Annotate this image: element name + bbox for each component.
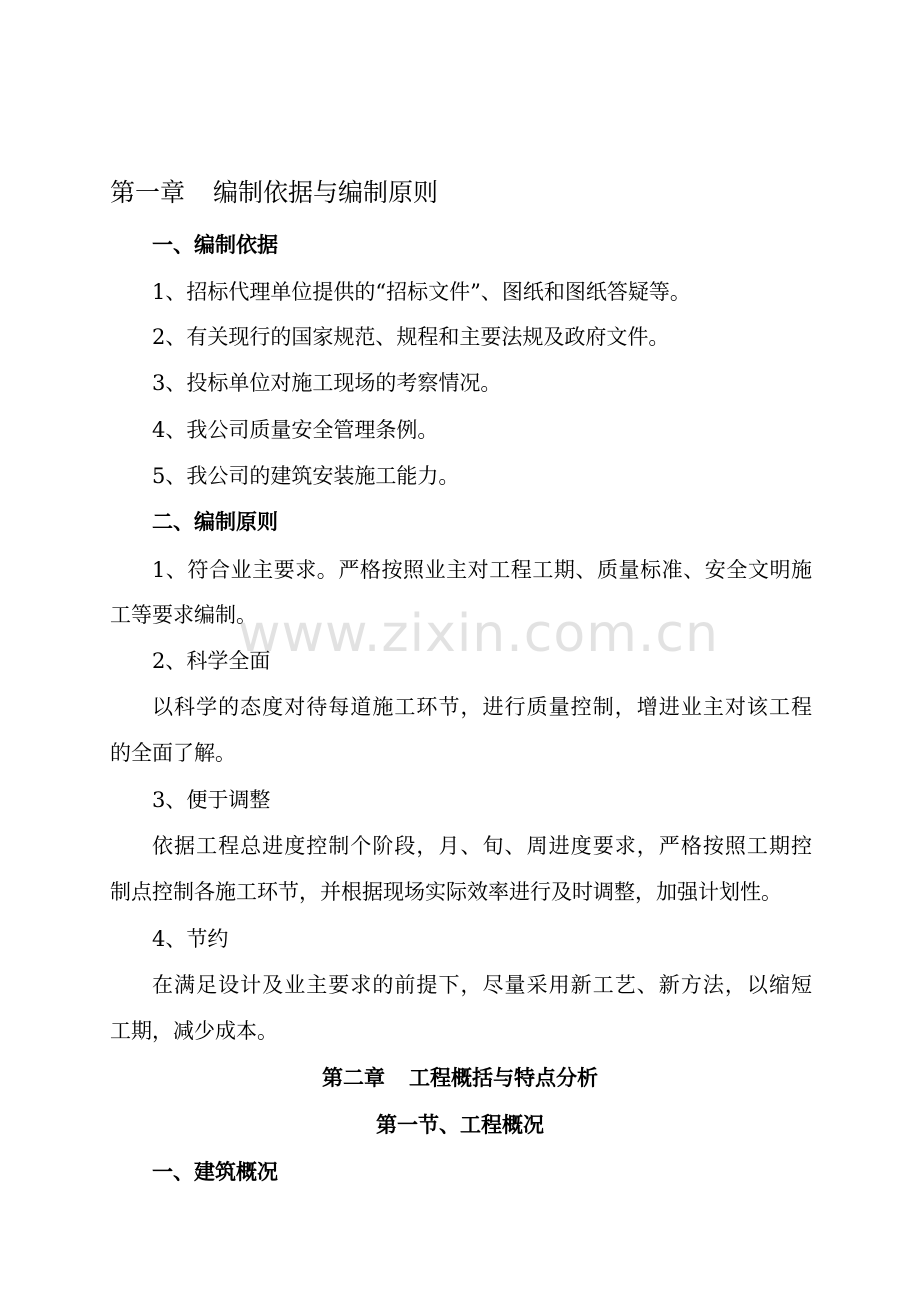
chapter-2-title: 工程概括与特点分析 [409,1066,598,1090]
basis-item-5: 5、我公司的建筑安装施工能力。 [152,464,460,488]
basis-item-2: 2、有关现行的国家规范、规程和主要法规及政府文件。 [152,325,670,349]
principle-3-line-2: 制点控制各施工环节，并根据现场实际效率进行及时调整，加强计划性。 [110,880,782,904]
section-1-title: 第一节、工程概况 [376,1113,544,1137]
chapter-2-label: 第二章 [322,1066,385,1090]
chapter-1-title: 编制依据与编制原则 [213,178,439,207]
watermark-text: www.zixin.com.cn [238,604,719,664]
principle-4-line-1: 在满足设计及业主要求的前提下，尽量采用新工艺、新方法，以缩短 [152,973,812,997]
principle-3-title: 3、便于调整 [152,788,271,812]
principle-2-title: 2、科学全面 [152,649,271,673]
basis-item-4: 4、我公司质量安全管理条例。 [152,418,439,442]
chapter-1-label: 第一章 [110,178,186,207]
building-overview-heading: 一、建筑概况 [152,1160,278,1184]
principle-4-title: 4、节约 [152,927,229,951]
section-principles-heading: 二、编制原则 [152,510,278,534]
principle-3-line-1: 依据工程总进度控制个阶段，月、旬、周进度要求，严格按照工期控 [152,834,812,858]
chapter-1-heading [110,176,438,210]
principle-1-line-2: 工等要求编制。 [110,603,257,627]
principle-1-line-1: 1、符合业主要求。严格按照业主对工程工期、质量标准、安全文明施 [152,558,812,582]
principle-2-line-1: 以科学的态度对待每道施工环节，进行质量控制，增进业主对该工程 [152,695,812,719]
chapter-2-heading [0,1063,920,1093]
basis-item-1: 1、招标代理单位提供的“招标文件”、图纸和图纸答疑等。 [152,280,691,304]
section-basis-heading: 一、编制依据 [152,233,278,257]
principle-4-line-2: 工期，减少成本。 [110,1019,278,1043]
basis-item-3: 3、投标单位对施工现场的考察情况。 [152,371,502,395]
principle-2-line-2: 的全面了解。 [110,741,236,765]
